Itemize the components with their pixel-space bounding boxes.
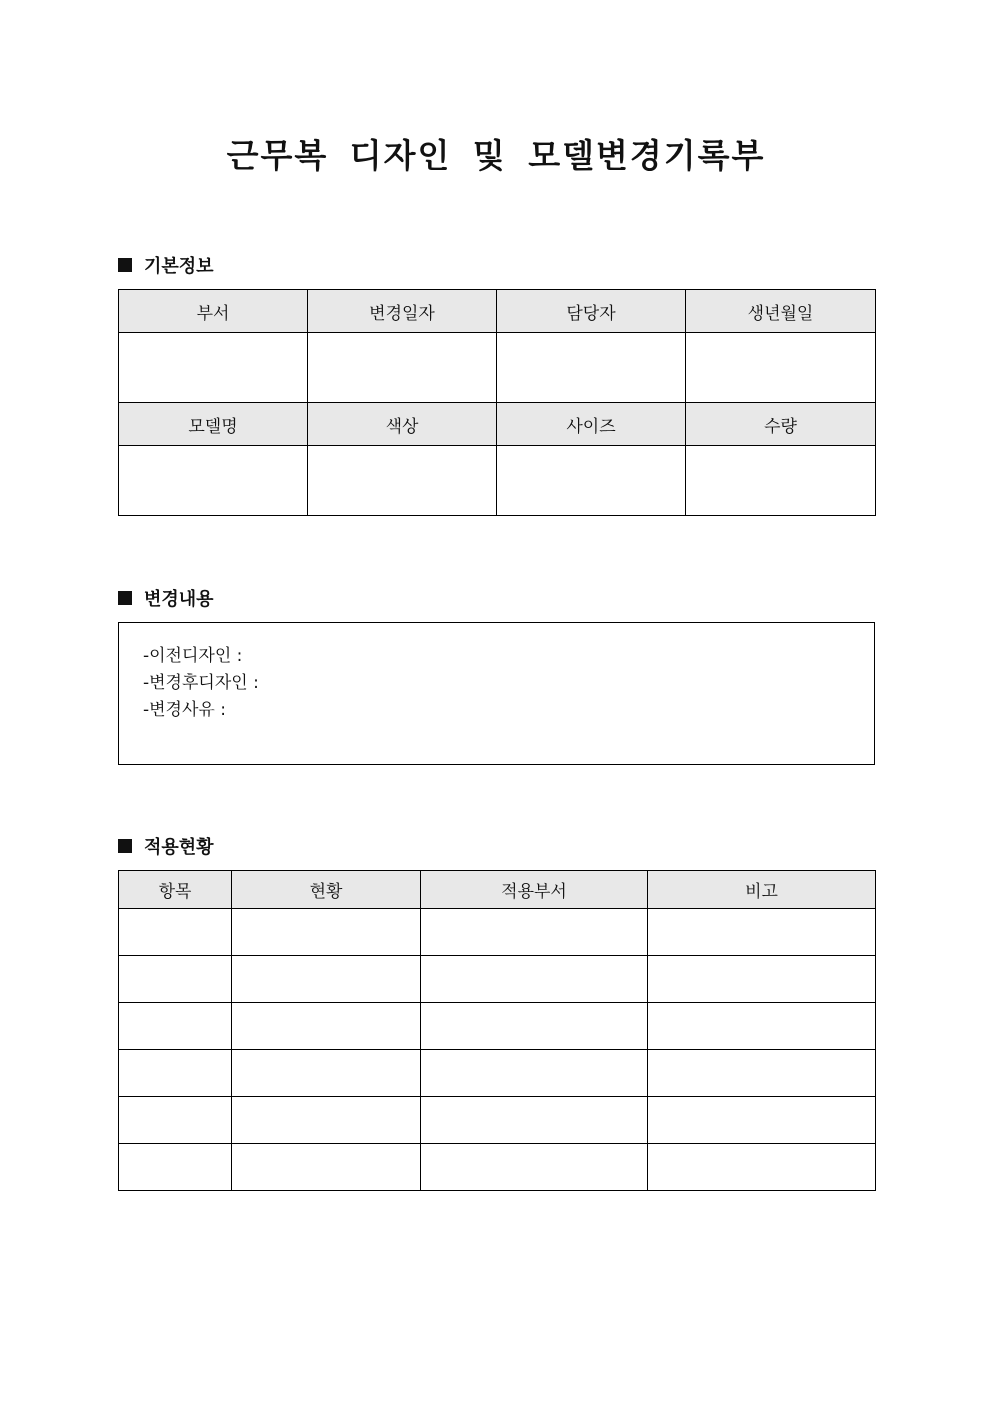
remarks-cell[interactable] [648, 1050, 876, 1097]
square-bullet-icon [118, 591, 132, 605]
square-bullet-icon [118, 839, 132, 853]
item-cell[interactable] [119, 1097, 232, 1144]
item-cell[interactable] [119, 909, 232, 956]
header-date-of-birth: 생년월일 [686, 290, 876, 333]
date-of-birth-field[interactable] [686, 333, 876, 403]
applied-department-cell[interactable] [421, 956, 648, 1003]
application-status-heading [118, 834, 214, 858]
department-field[interactable] [119, 333, 308, 403]
change-date-field[interactable] [308, 333, 497, 403]
change-reason-line: -변경사유 : [143, 700, 226, 720]
color-field[interactable] [308, 446, 497, 516]
table-row [119, 1144, 876, 1191]
basic-info-heading [118, 253, 214, 277]
model-name-field[interactable] [119, 446, 308, 516]
header-change-date: 변경일자 [308, 290, 497, 333]
remarks-cell[interactable] [648, 909, 876, 956]
applied-department-cell[interactable] [421, 1144, 648, 1191]
status-cell[interactable] [232, 1003, 421, 1050]
header-status: 현황 [232, 871, 421, 909]
remarks-cell[interactable] [648, 1003, 876, 1050]
basic-info-header-row-2 [119, 403, 876, 446]
header-quantity: 수량 [686, 403, 876, 446]
table-row [119, 909, 876, 956]
change-content-lines [119, 623, 874, 724]
table-row [119, 1097, 876, 1144]
status-cell[interactable] [232, 909, 421, 956]
status-cell[interactable] [232, 1050, 421, 1097]
header-color: 색상 [308, 403, 497, 446]
applied-department-cell[interactable] [421, 1050, 648, 1097]
square-bullet-icon [118, 258, 132, 272]
applied-department-cell[interactable] [421, 1097, 648, 1144]
status-cell[interactable] [232, 1144, 421, 1191]
header-department: 부서 [119, 290, 308, 333]
person-in-charge-field[interactable] [497, 333, 686, 403]
remarks-cell[interactable] [648, 956, 876, 1003]
applied-department-cell[interactable] [421, 909, 648, 956]
item-cell[interactable] [119, 1050, 232, 1097]
size-field[interactable] [497, 446, 686, 516]
previous-design-line: -이전디자인 : [143, 646, 243, 666]
change-content-box[interactable] [118, 622, 875, 765]
remarks-cell[interactable] [648, 1144, 876, 1191]
basic-info-header-row-1 [119, 290, 876, 333]
basic-info-table [118, 289, 876, 516]
document-title: 근무복 디자인 및 모델변경기록부 [226, 136, 766, 175]
item-cell[interactable] [119, 956, 232, 1003]
header-size: 사이즈 [497, 403, 686, 446]
table-row [119, 1050, 876, 1097]
status-cell[interactable] [232, 1097, 421, 1144]
item-cell[interactable] [119, 1003, 232, 1050]
new-design-line: -변경후디자인 : [143, 673, 259, 693]
header-model-name: 모델명 [119, 403, 308, 446]
table-row [119, 1003, 876, 1050]
applied-department-cell[interactable] [421, 1003, 648, 1050]
status-cell[interactable] [232, 956, 421, 1003]
application-status-table [118, 870, 876, 1191]
change-content-heading-label: 변경내용 [144, 589, 214, 610]
change-content-heading [118, 586, 214, 610]
basic-info-input-row-1 [119, 333, 876, 403]
header-item: 항목 [119, 871, 232, 909]
table-row [119, 956, 876, 1003]
basic-info-heading-label: 기본정보 [144, 256, 214, 277]
application-status-header-row [119, 871, 876, 909]
quantity-field[interactable] [686, 446, 876, 516]
remarks-cell[interactable] [648, 1097, 876, 1144]
header-person-in-charge: 담당자 [497, 290, 686, 333]
header-applied-department: 적용부서 [421, 871, 648, 909]
basic-info-input-row-2 [119, 446, 876, 516]
header-remarks: 비고 [648, 871, 876, 909]
application-status-heading-label: 적용현황 [144, 837, 214, 858]
item-cell[interactable] [119, 1144, 232, 1191]
